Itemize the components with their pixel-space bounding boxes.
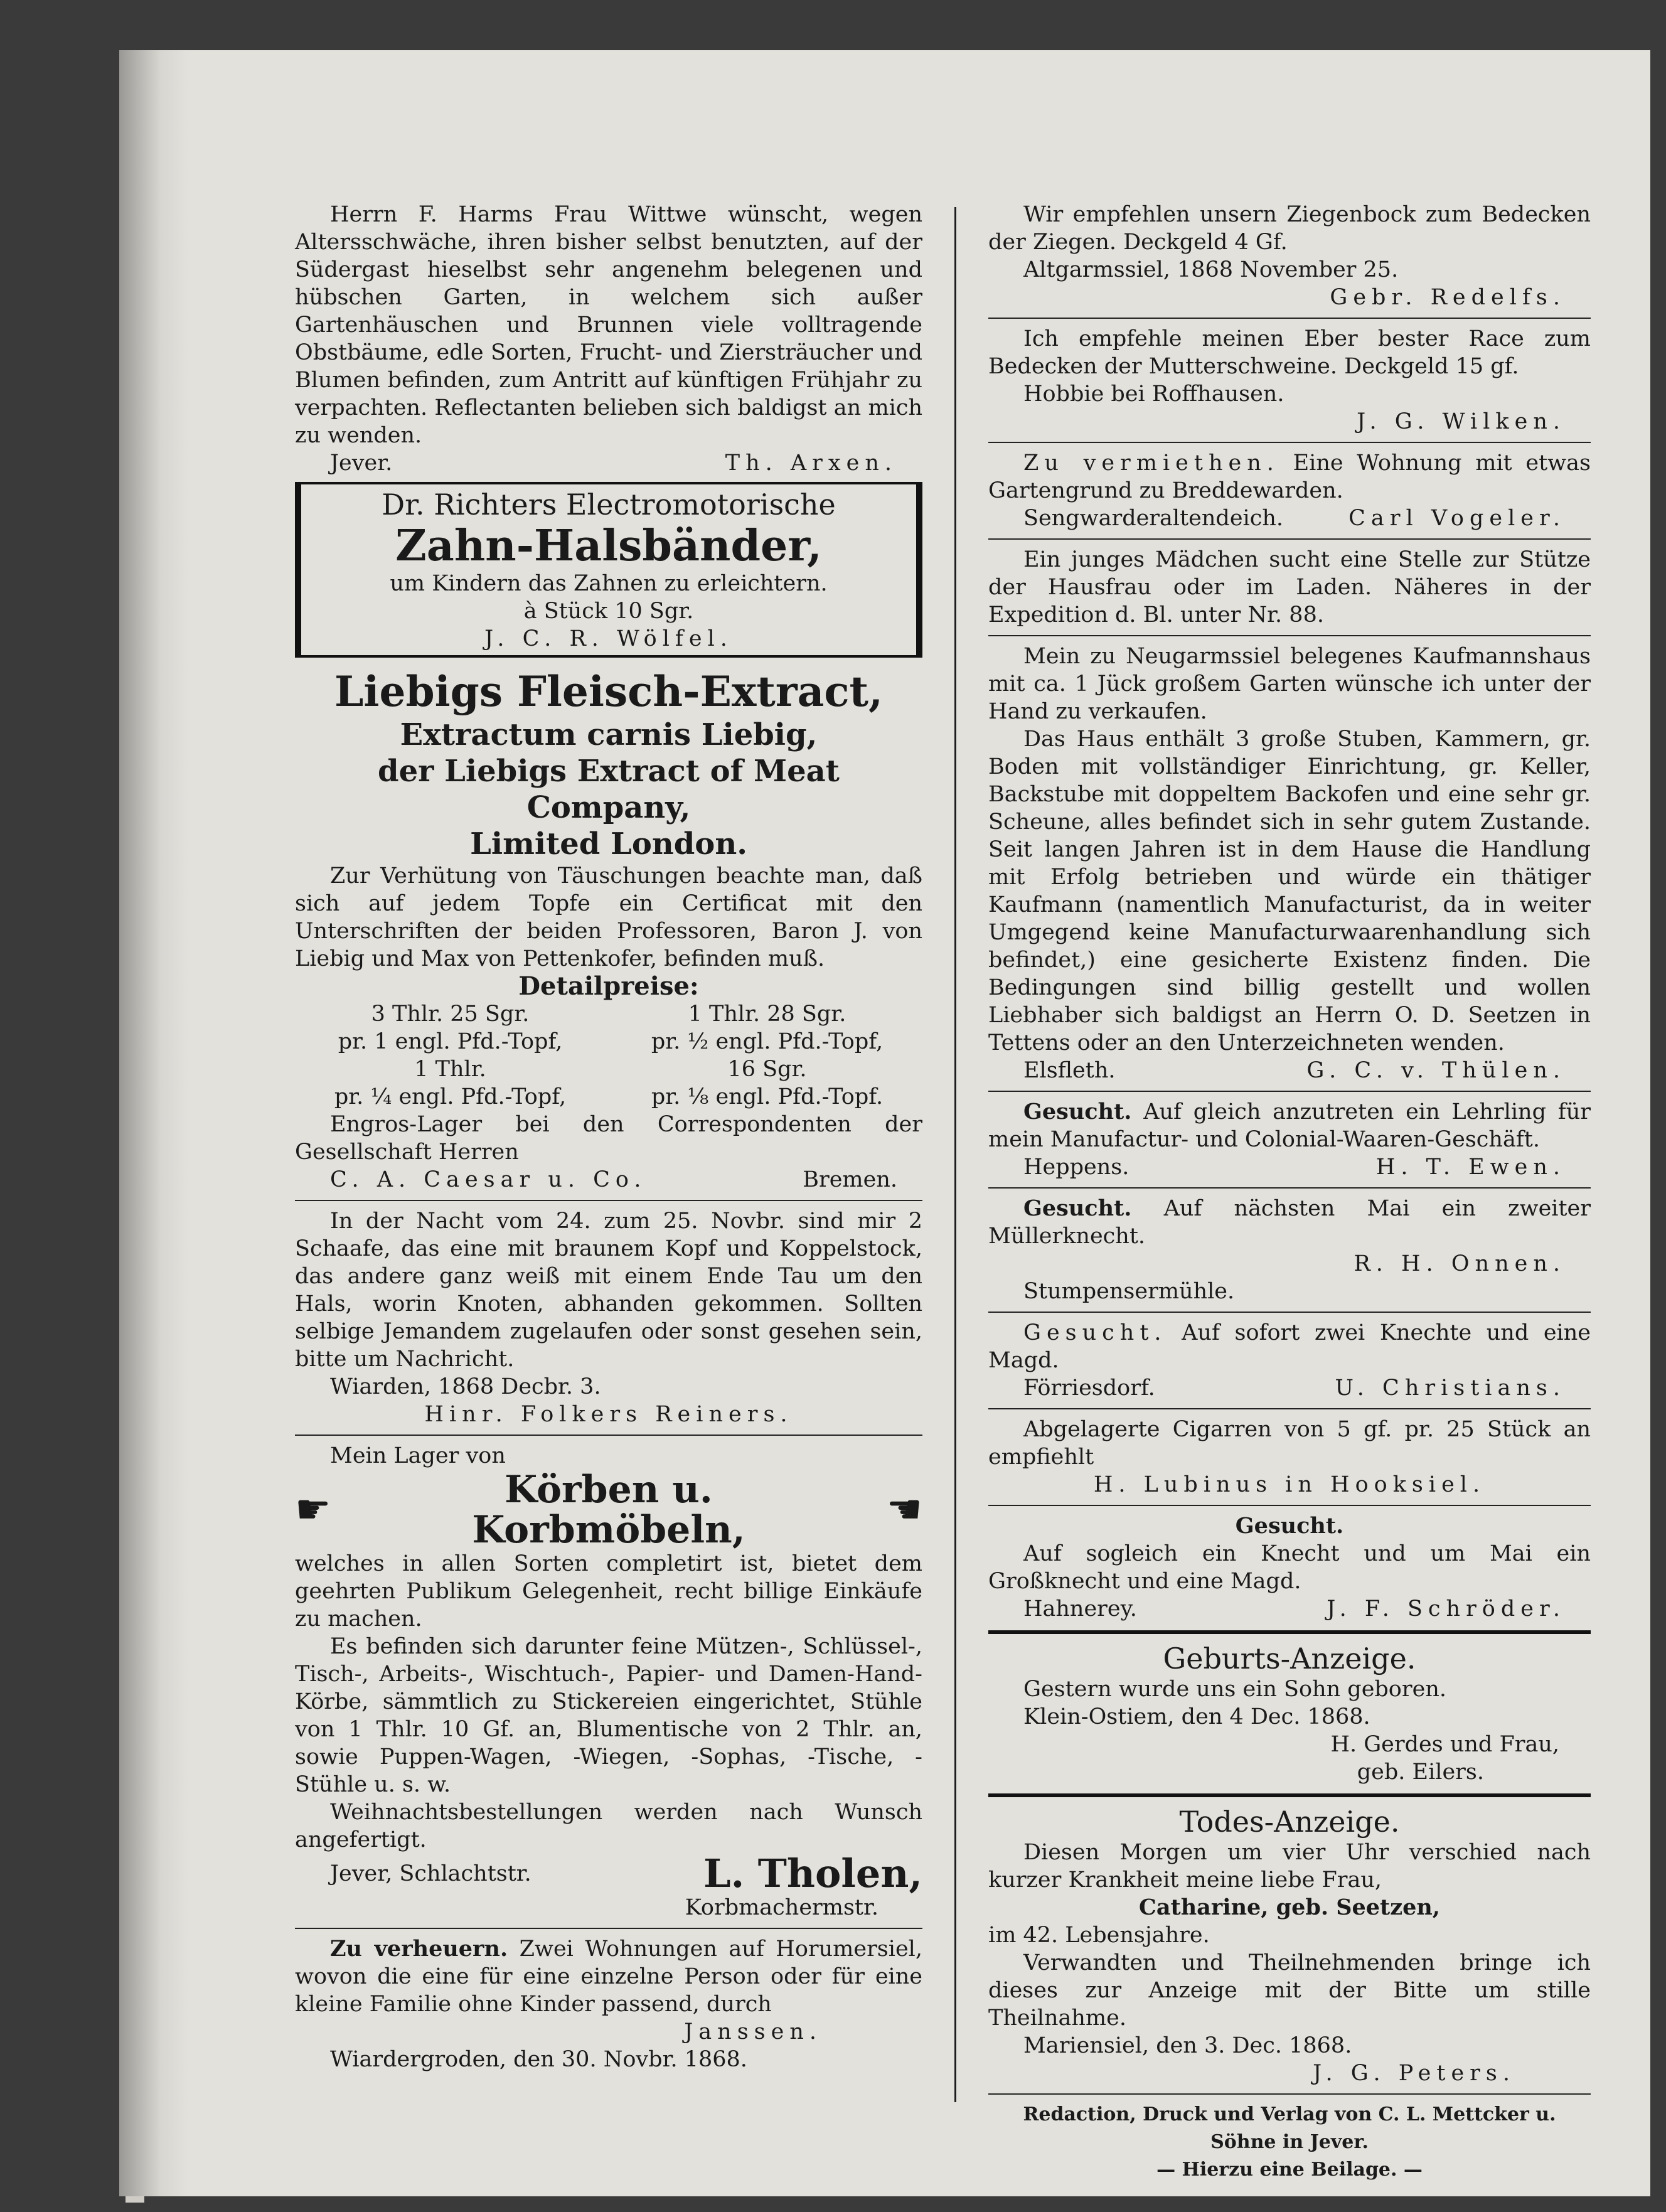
ad-kaufmann bbox=[988, 643, 1591, 1084]
price-item: pr. ¼ engl. Pfd.-Topf, bbox=[334, 1084, 567, 1109]
divider bbox=[988, 1312, 1591, 1313]
ad-firm: C. A. Caesar u. Co. bbox=[330, 1167, 647, 1192]
ad-signature: Carl Vogeler. bbox=[1348, 506, 1566, 531]
ad-date: Altgarmssiel, 1868 November 25. bbox=[1023, 257, 1399, 282]
notice-line: im 42. Lebensjahre. bbox=[988, 1923, 1210, 1948]
ad-knechte bbox=[988, 1319, 1591, 1402]
ad-body: Auf gleich anzutreten ein Lehrling für mein Manufactur- und Colonial-Waaren-Geschäft. bbox=[988, 1099, 1591, 1152]
ad-signature: J. F. Schröder. bbox=[1327, 1596, 1566, 1622]
ad-lead: Zu vermiethen. bbox=[1023, 451, 1279, 476]
ad-signature: R. H. Onnen. bbox=[1354, 1251, 1566, 1276]
ad-richter bbox=[295, 482, 922, 658]
price-item: 1 Thlr. bbox=[414, 1057, 486, 1082]
ad-lead: Gesucht. bbox=[1023, 1099, 1132, 1125]
ad-signature: U. Christians. bbox=[1335, 1376, 1566, 1401]
ad-headline: Zahn-Halsbänder, bbox=[395, 521, 822, 571]
ad-signature: L. Tholen, bbox=[703, 1851, 922, 1896]
ad-signature: J. G. Wilken. bbox=[1357, 409, 1566, 434]
notice-line: Klein-Ostiem, den 4 Dec. 1868. bbox=[1023, 1704, 1370, 1729]
ad-signature: Th. Arxen. bbox=[725, 451, 897, 476]
ad-lehrling bbox=[988, 1098, 1591, 1181]
divider bbox=[988, 1187, 1591, 1189]
notice-title: Geburts-Anzeige. bbox=[1163, 1642, 1416, 1675]
ad-body: Es befinden sich darunter feine Mützen-, Schlüssel-, Tisch-, Arbeits-, Wischtuch-, Papier- und Damen-Hand-Körbe, sämmtlich zu Stickereien eingerichtet, Stühle von 1 Thlr. 10 Gf. an, Blumentische von 2 Thlr. an, sowie Puppen-Wagen, -Wiegen, -Sophas, -Tische, -Stühle u. s. w. bbox=[295, 1634, 922, 1797]
ad-headline: Körben u. bbox=[505, 1468, 713, 1512]
ad-gesucht bbox=[988, 1512, 1591, 1623]
divider-heavy bbox=[988, 1793, 1591, 1797]
price-list bbox=[295, 1000, 922, 1111]
ad-cigarren bbox=[988, 1416, 1591, 1499]
ad-body: Auf sofort zwei Knechte und eine Magd. bbox=[988, 1320, 1591, 1373]
divider bbox=[295, 1200, 922, 1201]
ad-body: Eine Wohnung mit etwas Gartengrund zu Breddewarden. bbox=[988, 451, 1591, 503]
price-item: 3 Thlr. 25 Sgr. bbox=[371, 1002, 530, 1027]
notice-birth bbox=[988, 1642, 1591, 1786]
divider bbox=[988, 318, 1591, 319]
ad-body: Mein zu Neugarmssiel belegenes Kaufmannshaus mit ca. 1 Jück großem Garten wünsche ich unter der Hand zu verkaufen. bbox=[988, 644, 1591, 724]
ad-body: In der Nacht vom 24. zum 25. Novbr. sind mir 2 Schaafe, das eine mit braunem Kopf und Koppelstock, das andere ganz weiß mit einem Ende Tau um den Hals, worin Knoten, abhanden gekommen. Sollten selbige Jemandem zugelaufen oder sonst gesehen sein, bitte um Nachricht. bbox=[295, 1209, 922, 1372]
ad-signature: G. C. v. Thülen. bbox=[1306, 1058, 1566, 1083]
pointing-hand-left-icon: ☚ bbox=[886, 1487, 922, 1533]
notice-line: geb. Eilers. bbox=[1357, 1760, 1484, 1785]
ad-tholen bbox=[295, 1442, 922, 1921]
ad-signature: H. Lubinus in Hooksiel. bbox=[1093, 1472, 1486, 1497]
notice-death bbox=[988, 1805, 1591, 2087]
ad-body: Ich empfehle meinen Eber bester Race zum Bedecken der Mutterschweine. Deckgeld 15 gf. bbox=[988, 326, 1591, 379]
notice-body: Verwandten und Theilnehmenden bringe ich dieses zur Anzeige mit der Bitte um stille Theilnahme. bbox=[988, 1950, 1591, 2031]
price-item: pr. ½ engl. Pfd.-Topf, bbox=[651, 1029, 884, 1054]
notice-signature: J. G. Peters. bbox=[1313, 2061, 1515, 2086]
ad-place: Elsfleth. bbox=[1023, 1058, 1116, 1083]
ad-signature: Janssen. bbox=[684, 2019, 822, 2044]
ad-place: Förriesdorf. bbox=[1023, 1376, 1155, 1401]
ad-place: Sengwarderaltendeich. bbox=[1023, 506, 1284, 531]
ad-mueller bbox=[988, 1195, 1591, 1305]
ad-date: Wiardergroden, den 30. Novbr. 1868. bbox=[330, 2047, 747, 2072]
notice-line: Gestern wurde uns ein Sohn geboren. bbox=[1023, 1677, 1446, 1702]
ad-place: Jever. bbox=[330, 451, 393, 476]
ad-place: Stumpensermühle. bbox=[1023, 1279, 1235, 1304]
ad-place: Jever, Schlachtstr. bbox=[330, 1861, 531, 1886]
ad-body: Zwei Wohnungen auf Horumersiel, wovon die eine für eine einzelne Person oder für eine kleine Familie ohne Kinder passend, durch bbox=[295, 1937, 922, 2017]
ad-headline: Liebigs Fleisch-Extract, bbox=[334, 667, 884, 716]
ad-lead: Gesucht. bbox=[1023, 1320, 1167, 1345]
column-divider bbox=[954, 207, 956, 2102]
ad-body: Ein junges Mädchen sucht eine Stelle zur Stütze der Hausfrau oder im Laden. Näheres in der Expedition d. Bl. unter Nr. 88. bbox=[988, 547, 1591, 628]
ad-lead: Gesucht. bbox=[1235, 1513, 1344, 1539]
ad-schaafe bbox=[295, 1207, 922, 1428]
ad-body: welches in allen Sorten completirt ist, bietet dem geehrten Publikum Gelegenheit, recht billige Einkäufe zu machen. bbox=[295, 1551, 922, 1632]
divider bbox=[988, 1505, 1591, 1506]
divider bbox=[295, 1928, 922, 1929]
ad-subheadline: der Liebigs Extract of Meat Company, bbox=[378, 754, 840, 825]
ad-signature: J. C. R. Wölfel. bbox=[484, 626, 733, 651]
ad-place: Heppens. bbox=[1023, 1155, 1129, 1180]
ad-headline: Korbmöbeln, bbox=[472, 1508, 745, 1552]
price-item: 16 Sgr. bbox=[727, 1057, 807, 1082]
ad-heuer bbox=[295, 1935, 922, 2073]
price-item: pr. ⅛ engl. Pfd.-Topf. bbox=[651, 1084, 884, 1109]
notice-date: Mariensiel, den 3. Dec. 1868. bbox=[1023, 2033, 1352, 2058]
ad-wohnung bbox=[988, 449, 1591, 532]
ad-lead: Zu verheuern. bbox=[330, 1936, 508, 1962]
ad-intro: Mein Lager von bbox=[330, 1443, 506, 1468]
ad-signature: Hinr. Folkers Reiners. bbox=[424, 1402, 793, 1427]
ad-body: Auf sogleich ein Knecht und um Mai ein Großknecht und eine Magd. bbox=[988, 1541, 1591, 1594]
divider bbox=[988, 2093, 1591, 2095]
prices-title: Detailpreise: bbox=[518, 971, 699, 1001]
divider bbox=[295, 1435, 922, 1436]
notice-body: Diesen Morgen um vier Uhr verschied nach kurzer Krankheit meine liebe Frau, bbox=[988, 1840, 1591, 1893]
divider bbox=[988, 1091, 1591, 1092]
divider-heavy bbox=[988, 1630, 1591, 1634]
supplement-note: — Hierzu eine Beilage. — bbox=[1156, 2159, 1423, 2181]
price-item: pr. 1 engl. Pfd.-Topf, bbox=[338, 1029, 563, 1054]
ad-line: um Kindern das Zahnen zu erleichtern. bbox=[390, 571, 828, 596]
ad-city: Bremen. bbox=[803, 1167, 897, 1192]
footer bbox=[988, 2101, 1591, 2184]
price-item: 1 Thlr. 28 Sgr. bbox=[688, 1002, 846, 1027]
ad-signature: H. T. Ewen. bbox=[1375, 1155, 1566, 1180]
ad-body: Wir empfehlen unsern Ziegenbock zum Bedecken der Ziegen. Deckgeld 4 Gf. bbox=[988, 202, 1591, 255]
divider bbox=[988, 538, 1591, 540]
imprint: Redaction, Druck und Verlag von C. L. Mettcker u. Söhne in Jever. bbox=[1023, 2103, 1556, 2153]
ad-body: Das Haus enthält 3 große Stuben, Kammern, gr. Boden mit vollständiger Einrichtung, gr. Keller, Backstube mit doppeltem Backofen und eine sehr gr. Scheune, alles befindet sich in sehr gutem Zustande. Seit langen Jahren ist in dem Hause die Handlung mit Erfolg betrieben und würde ein thätiger Kaufmann (namentlich Manufacturist, da in weiter Umgegend keine Manufacturwaarenhandlung sich befindet,) eine gesicherte Existenz finden. Die Bedingungen sind billig gestellt und wollen Liebhaber sich baldigst an Herrn O. D. Seetzen in Tettens oder an den Unterzeichneten wenden. bbox=[988, 727, 1591, 1055]
ad-subheadline: Limited London. bbox=[470, 826, 747, 862]
ad-place: Hobbie bei Roffhausen. bbox=[1023, 382, 1284, 407]
ad-eber bbox=[988, 325, 1591, 435]
ad-body: Zur Verhütung von Täuschungen beachte man, daß sich auf jedem Topfe ein Certificat mit den Unterschriften der beiden Professoren, Baron J. von Liebig und Max von Pettenkofer, befinden muß. bbox=[295, 863, 922, 971]
ad-body: Herrn F. Harms Frau Wittwe wünscht, wegen Altersschwäche, ihren bisher selbst benutzten, auf der Südergast hieselbst sehr angenehm belegenen und hübschen Garten, in welchem sich außer Gartenhäuschen und Brunnen viele volltragende Obstbäume, edle Sorten, Frucht- und Ziersträucher und Blumen befinden, zum Antritt auf künftigen Frühjahr zu verpachten. Reflectanten belieben sich baldigst an mich zu wenden. bbox=[295, 202, 922, 448]
ad-harms bbox=[295, 201, 922, 477]
divider bbox=[988, 635, 1591, 636]
ad-body: Engros-Lager bei den Correspondenten der Gesellschaft Herren bbox=[295, 1112, 922, 1165]
ad-ziegenbock bbox=[988, 201, 1591, 311]
notice-name: Catharine, geb. Seetzen, bbox=[1139, 1894, 1440, 1920]
ad-date: Wiarden, 1868 Decbr. 3. bbox=[330, 1374, 601, 1399]
pointing-hand-right-icon: ☛ bbox=[295, 1487, 331, 1533]
ad-title: Dr. Richters Electromotorische bbox=[382, 488, 836, 521]
left-column bbox=[295, 201, 922, 2073]
divider bbox=[988, 1408, 1591, 1409]
ad-signature: Gebr. Redelfs. bbox=[1330, 285, 1566, 310]
ad-liebig bbox=[295, 666, 922, 1194]
page-gutter bbox=[119, 50, 188, 2196]
ad-maedchen bbox=[988, 546, 1591, 629]
ad-line: à Stück 10 Sgr. bbox=[523, 599, 694, 624]
ad-place: Hahnerey. bbox=[1023, 1596, 1137, 1622]
ad-body: Auf nächsten Mai ein zweiter Müllerknecht. bbox=[988, 1196, 1591, 1249]
right-column bbox=[988, 201, 1591, 2184]
ad-body: Weihnachtsbestellungen werden nach Wunsch angefertigt. bbox=[295, 1800, 922, 1852]
notice-title: Todes-Anzeige. bbox=[1179, 1805, 1400, 1839]
ad-body: Abgelagerte Cigarren von 5 gf. pr. 25 Stück an empfiehlt bbox=[988, 1417, 1591, 1470]
notice-line: H. Gerdes und Frau, bbox=[1330, 1732, 1559, 1757]
ad-subheadline: Extractum carnis Liebig, bbox=[400, 717, 818, 752]
ad-lead: Gesucht. bbox=[1023, 1195, 1132, 1221]
divider bbox=[988, 442, 1591, 443]
ad-title: Korbmachermstr. bbox=[685, 1895, 878, 1920]
